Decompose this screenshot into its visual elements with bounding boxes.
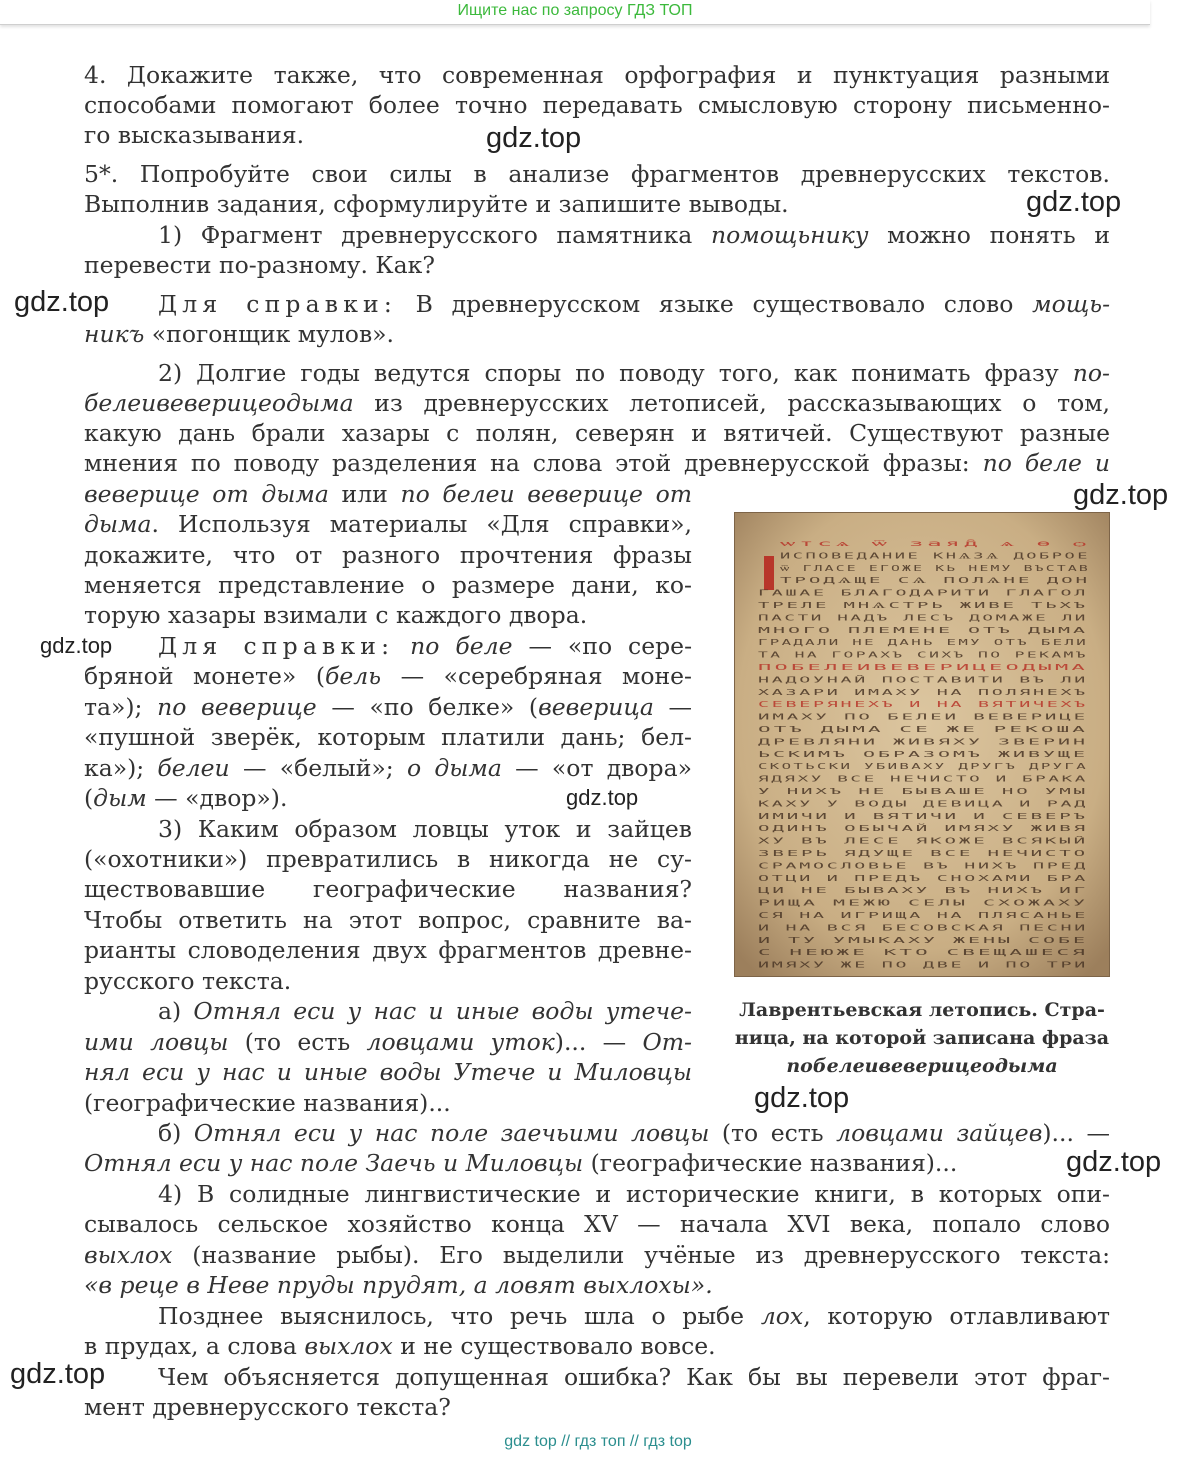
task2-line-6 [84,509,692,539]
manuscript-line: КАХУ У ВОДЫ ДЕВИЦА И РАД [758,799,1088,809]
watermark-6: gdz.top [566,785,639,810]
task2-line-2 [84,388,1110,418]
task3a-line-4: (географические названия)... [84,1089,451,1117]
q4-line-3: го высказывания. [84,121,305,149]
task2-text: из древнерусских летописей, рассказывающих о том, [353,389,1110,417]
task4-text: в прудах, а слова [84,1332,305,1360]
ref2-term: белеи [157,754,230,782]
ref2-text: — «по сере- [512,632,693,660]
manuscript-line: И НА ВСЯ БЕСОВСКАЯ ПЕСНИ [758,923,1088,933]
task3-line-1: 3) Каким образом ловцы уток и зайцев [158,815,692,843]
task1-text-c: можно понять и [868,221,1110,249]
task2-line-9: торую хазары взимали с каждого двора. [84,601,588,629]
ref2-text [394,632,410,660]
task2-text: . Используя материалы «Для справки», [151,510,692,538]
task3b-text: (географические названия)... [583,1149,958,1177]
manuscript-line: СЯ НА ИГРИЩА НА ПЛЯСАНЬЕ [758,911,1088,920]
task1-line-2: перевести по-разному. Как? [84,251,435,279]
manuscript-line: РИЩА МЕЖЮ СЕЛЫ СХОЖАХУ [758,898,1088,908]
manuscript-line: ТРОДѦЩЕ СѦ ПОЛѦНЕ ДОН [780,576,1090,586]
manuscript-line: ОТЪ ДЫМА СЕ ЖЕ РЕКОША [758,725,1088,734]
task3b-text: б) [158,1119,194,1147]
task2-text: или [328,480,401,508]
ref2-term: по веверице [157,693,317,721]
task3b-text: )... — [1042,1119,1110,1147]
red-initial-letter [764,556,774,590]
task4-line-7: Чем объясняется допущенная ошибка? Как бы вы перевели этот фраг- [158,1363,1110,1391]
task2-term: веверице от дыма [84,480,329,508]
ref2-line-4: «пушной зверёк, которым платили дань; бел- [84,723,692,751]
ref1-term-a: мощь- [1032,290,1111,318]
manuscript-line: ИМЯХУ ЖЕ ПО ДВЕ И ПО ТРИ [758,960,1088,970]
ref2-text: — «белый»; [229,754,407,782]
task3-line-3: ществовавшие географические названия? [84,875,692,903]
ref2-text: — [653,693,692,721]
task3b-line-2 [84,1148,1110,1178]
watermark-5: gdz.top [40,633,113,658]
task3a-term: ловцами уток [366,1028,555,1056]
manuscript-line: С НЕЮЖЕ КТО СВЕЩАШЕСЯ [758,948,1088,958]
task4-line-2: сывалось сельское хозяйство конца XV — начала XVI века, попало слово [84,1210,1110,1238]
manuscript-svg [734,512,1110,977]
task4-text: (название рыбы). Его выделили учёные из древнерусского текста: [172,1241,1110,1269]
task4-line-1: 4) В солидные лингвистические и исторические книги, в которых опи- [158,1180,1110,1208]
manuscript-line: ОТЦИ И ПРЕДЪ СНОХАМИ БРА [758,873,1088,883]
ref1-line-2 [84,319,1110,349]
manuscript-line: ѿ ГЛАСЕ ЕГОЖЕ КЬ НЕМУ ВЪСТАВ [780,563,1090,573]
manuscript-line: ХАЗАРИ ИМАХУ НА ПОЛЯНЕХЪ [758,687,1088,697]
manuscript-line: СЕВЕРЯНЕХЪ И НА ВЯТИЧЕХЪ [758,700,1088,710]
task3-line-4: Чтобы ответить на этот вопрос, сравните ва- [84,906,692,934]
manuscript-line: ДРЕВЛЯНИ ЖИВЯХУ ЗВЕРИН [758,737,1088,747]
manuscript-line: ТА НА ГОРАХЪ СИХЪ ПО РЕКАМЪ [758,650,1088,660]
task2-term: дыма [84,510,152,538]
task3a-text: а) [158,997,194,1025]
task2-line-8: меняется представление о размере дани, ко- [84,571,692,599]
ref2-line-2 [84,661,692,691]
ref2-term: веверица [538,693,654,721]
task2-term: белеивеверицеодыма [84,389,354,417]
manuscript-line: ПОБЕЛЕИВЕВЕРИЦЕОДЫМА [758,663,1088,672]
task2-term: по беле и [982,449,1110,477]
task3a-line-1 [158,996,692,1026]
task3a-line-3 [84,1057,692,1087]
task2-line-3: какую дань брали хазары с полян, северян и вятичей. Существуют разные [84,419,1110,447]
manuscript-line: ТРЕЛЕ МНѦСТРЬ ЖИВЕ ТЬХЪ [758,601,1088,610]
manuscript-line: ХУ ВЪ ЛЕСЕ ЯКОЖЕ ВСЯКЫЙ [758,836,897,846]
q5-line-1: 5*. Попробуйте свои силы в анализе фрагментов древнерусских текстов. [84,160,1110,188]
ref2-term: бель [325,662,382,690]
ref1-label: Для справки: [158,290,397,318]
manuscript-line: ИМАХУ ПО БЕЛЕИ ВЕВЕРИЦЕ [758,712,1088,722]
task2-line-4 [84,448,1110,478]
q5-line-2: Выполнив задания, сформулируйте и запишите выводы. [84,190,789,218]
manuscript-line: ЦИ НЕ БЫВАХУ ВЪ НИХЪ ИГ [758,886,1088,896]
task3a-text: )... — [554,1028,643,1056]
manuscript-line: У НИХЪ НЕ БЫВАШЕ НО УМЫ [758,787,1088,796]
task3b-term: Отнял еси у нас поле заечьими ловцы [193,1119,710,1147]
q4-line-1: 4. Докажите также, что современная орфография и пунктуация разными [84,61,1110,89]
task2-text: мнения по поводу разделения на слова этой древнерусской фразы: [84,449,983,477]
ref1-term-b: никъ [84,320,145,348]
task3a-term: ими ловцы [84,1028,229,1056]
ref2-term: по беле [410,632,513,660]
ref2-label: Для справки: [158,632,395,660]
manuscript-line: СКОТЬСКИ УБИВАХУ ДРУГЪ ДРУГА [758,762,1088,772]
task3a-term: нял еси у нас и иные воды Утече и Миловцы [84,1058,692,1086]
task2-line-7: докажите, что от разного прочтения фразы [84,541,692,569]
task2-text: 2) Долгие годы ведутся споры по поводу того, как понимать фразу [158,359,1073,387]
ref2-line-5 [84,753,692,783]
top-banner-text: Ищите нас по запросу ГДЗ ТОП [457,2,693,19]
manuscript-line: ЗВЕРЬ ЯДУЩЕ ВСЕ НЕЧИСТО [758,849,1088,858]
manuscript-line: СРАМОСЛОВЬЕ ВЪ НИХЪ ПРЕД [758,861,1088,871]
task3-line-6: русского текста. [84,967,292,995]
task3a-term: Отнял еси у нас и иные воды утече- [193,997,692,1025]
task4-line-8: мент древнерусского текста? [84,1393,451,1421]
ref2-text: та»); [84,693,158,721]
task3b-term: ловцами зайцев [836,1119,1043,1147]
task2-line-5 [84,479,692,509]
manuscript-line: ГАШАЕ БЛАГОДАРИТИ ГЛАГОЛ [758,588,1088,598]
watermark-1: gdz.top [486,122,582,154]
manuscript-line: ѡтсѧ ѿ заяд̑ ѧ ѳ ѻ [780,539,1090,548]
task2-term: по- [1072,359,1110,387]
ref2-text: бряной монете» ( [84,662,326,690]
manuscript-line: НАДОУНАЙ ПОСТАВИТИ ВЪ ЛИ [758,675,903,685]
task4-line-6 [84,1331,1110,1361]
q4-line-2: способами помогают более точно передавать смысловую сторону письменно- [84,91,1110,119]
ref2-text: — «серебряная моне- [381,662,692,690]
ref1-line-1 [158,289,1110,319]
caption-line-2: ница, на которой записана фраза [734,1027,1110,1049]
watermark-2: gdz.top [1026,186,1122,218]
ref2-line-1 [158,631,692,661]
task1-text-a: 1) Фрагмент древнерусского памятника [158,221,711,249]
task3-line-5: рианты словоделения двух фрагментов древне- [84,936,692,964]
manuscript-line: ЬСКИМЪ ОБРАЗОМЪ ЖИВУЩЕ [758,749,1088,759]
footer: gdz top // гдз топ // гдз top [504,1433,692,1450]
task4-quote: «в реце в Неве пруды прудят, а ловят выхлохы». [84,1271,713,1299]
manuscript-line: ИСПОВЕДАНИЕ КНѦЗѦ ДОБРОЕ [780,551,1090,561]
task4-text: Позднее выяснилось, что речь шла о рыбе [158,1302,761,1330]
ref2-text: — «по белке» ( [316,693,539,721]
task3b-text: (то есть [709,1119,837,1147]
task4-line-5 [158,1301,1110,1331]
task3a-text: (то есть [228,1028,367,1056]
manuscript-image [734,512,1110,977]
manuscript-line: ПАСТИ НАДЪ ЛЕСЪ ДОМАЖЕ ЛИ [758,613,1088,623]
ref1-text-a: В древнерусском языке существовало слово [396,290,1033,318]
watermark-8: gdz.top [1066,1146,1162,1178]
task4-text: и не существовало вовсе. [392,1332,716,1360]
task3a-term: От- [642,1028,692,1056]
watermark-7: gdz.top [754,1082,850,1114]
task1-line-1 [158,220,1110,250]
watermark-4: gdz.top [1073,479,1169,511]
manuscript-line: ОДИНЪ ОБЫЧАЙ ИМЯХУ ЖИВЯ [758,824,897,834]
task3b-line-1 [158,1118,1110,1148]
caption-phrase: побелеивеверицеодыма [786,1055,1058,1077]
manuscript-line: ЯДЯХУ ВСЕ НЕЧИСТО И БРАКА [758,774,1088,784]
top-banner [0,0,1150,25]
ref2-text: — «двор»). [146,784,288,812]
ref2-text: ка»); [84,754,158,782]
task2-term: по белеи веверице от [400,480,692,508]
watermark-9: gdz.top [10,1358,106,1390]
ref2-term: дым [93,784,147,812]
task1-term: помощьнику [710,221,869,249]
figure-caption [730,996,1114,1080]
watermark-3: gdz.top [14,286,110,318]
ref2-text: — «от двора» [501,754,692,782]
task4-text: , которую отлавливают [803,1302,1110,1330]
ref1-text-d: «погонщик мулов». [144,320,395,348]
task3a-line-2 [84,1027,692,1057]
task4-line-3 [84,1240,1110,1270]
task4-line-4 [84,1270,1110,1300]
ref2-text: ( [84,784,94,812]
manuscript-line: ИМИЧИ И ВЯТИЧИ И СЕВЕРЪ [758,811,1088,821]
caption-line-1: Лаврентьевская летопись. Стра- [739,999,1105,1021]
manuscript-line: МНОГО ПЛЕМЕНЕ ОТЪ ДЫМА [758,625,1088,635]
task4-term: выхлох [84,1241,173,1269]
manuscript-line: ГРАДАЛИ НЕ ДАНЬ ЕМУ ОТЪ БЕЛИ [758,638,1088,648]
task2-line-1 [158,358,1110,388]
task3-line-2: («охотники») превратились в никогда не су- [84,845,692,873]
task4-term: выхлох [304,1332,393,1360]
task4-term: лох [760,1302,804,1330]
manuscript-line: И ТУ УМЫКАХУ ЖЕНЫ СОБЕ [758,935,1088,945]
ref2-line-3 [84,692,692,722]
ref2-term: о дыма [406,754,502,782]
task3b-term: Отнял еси у нас поле Заечь и Миловцы [84,1149,584,1177]
